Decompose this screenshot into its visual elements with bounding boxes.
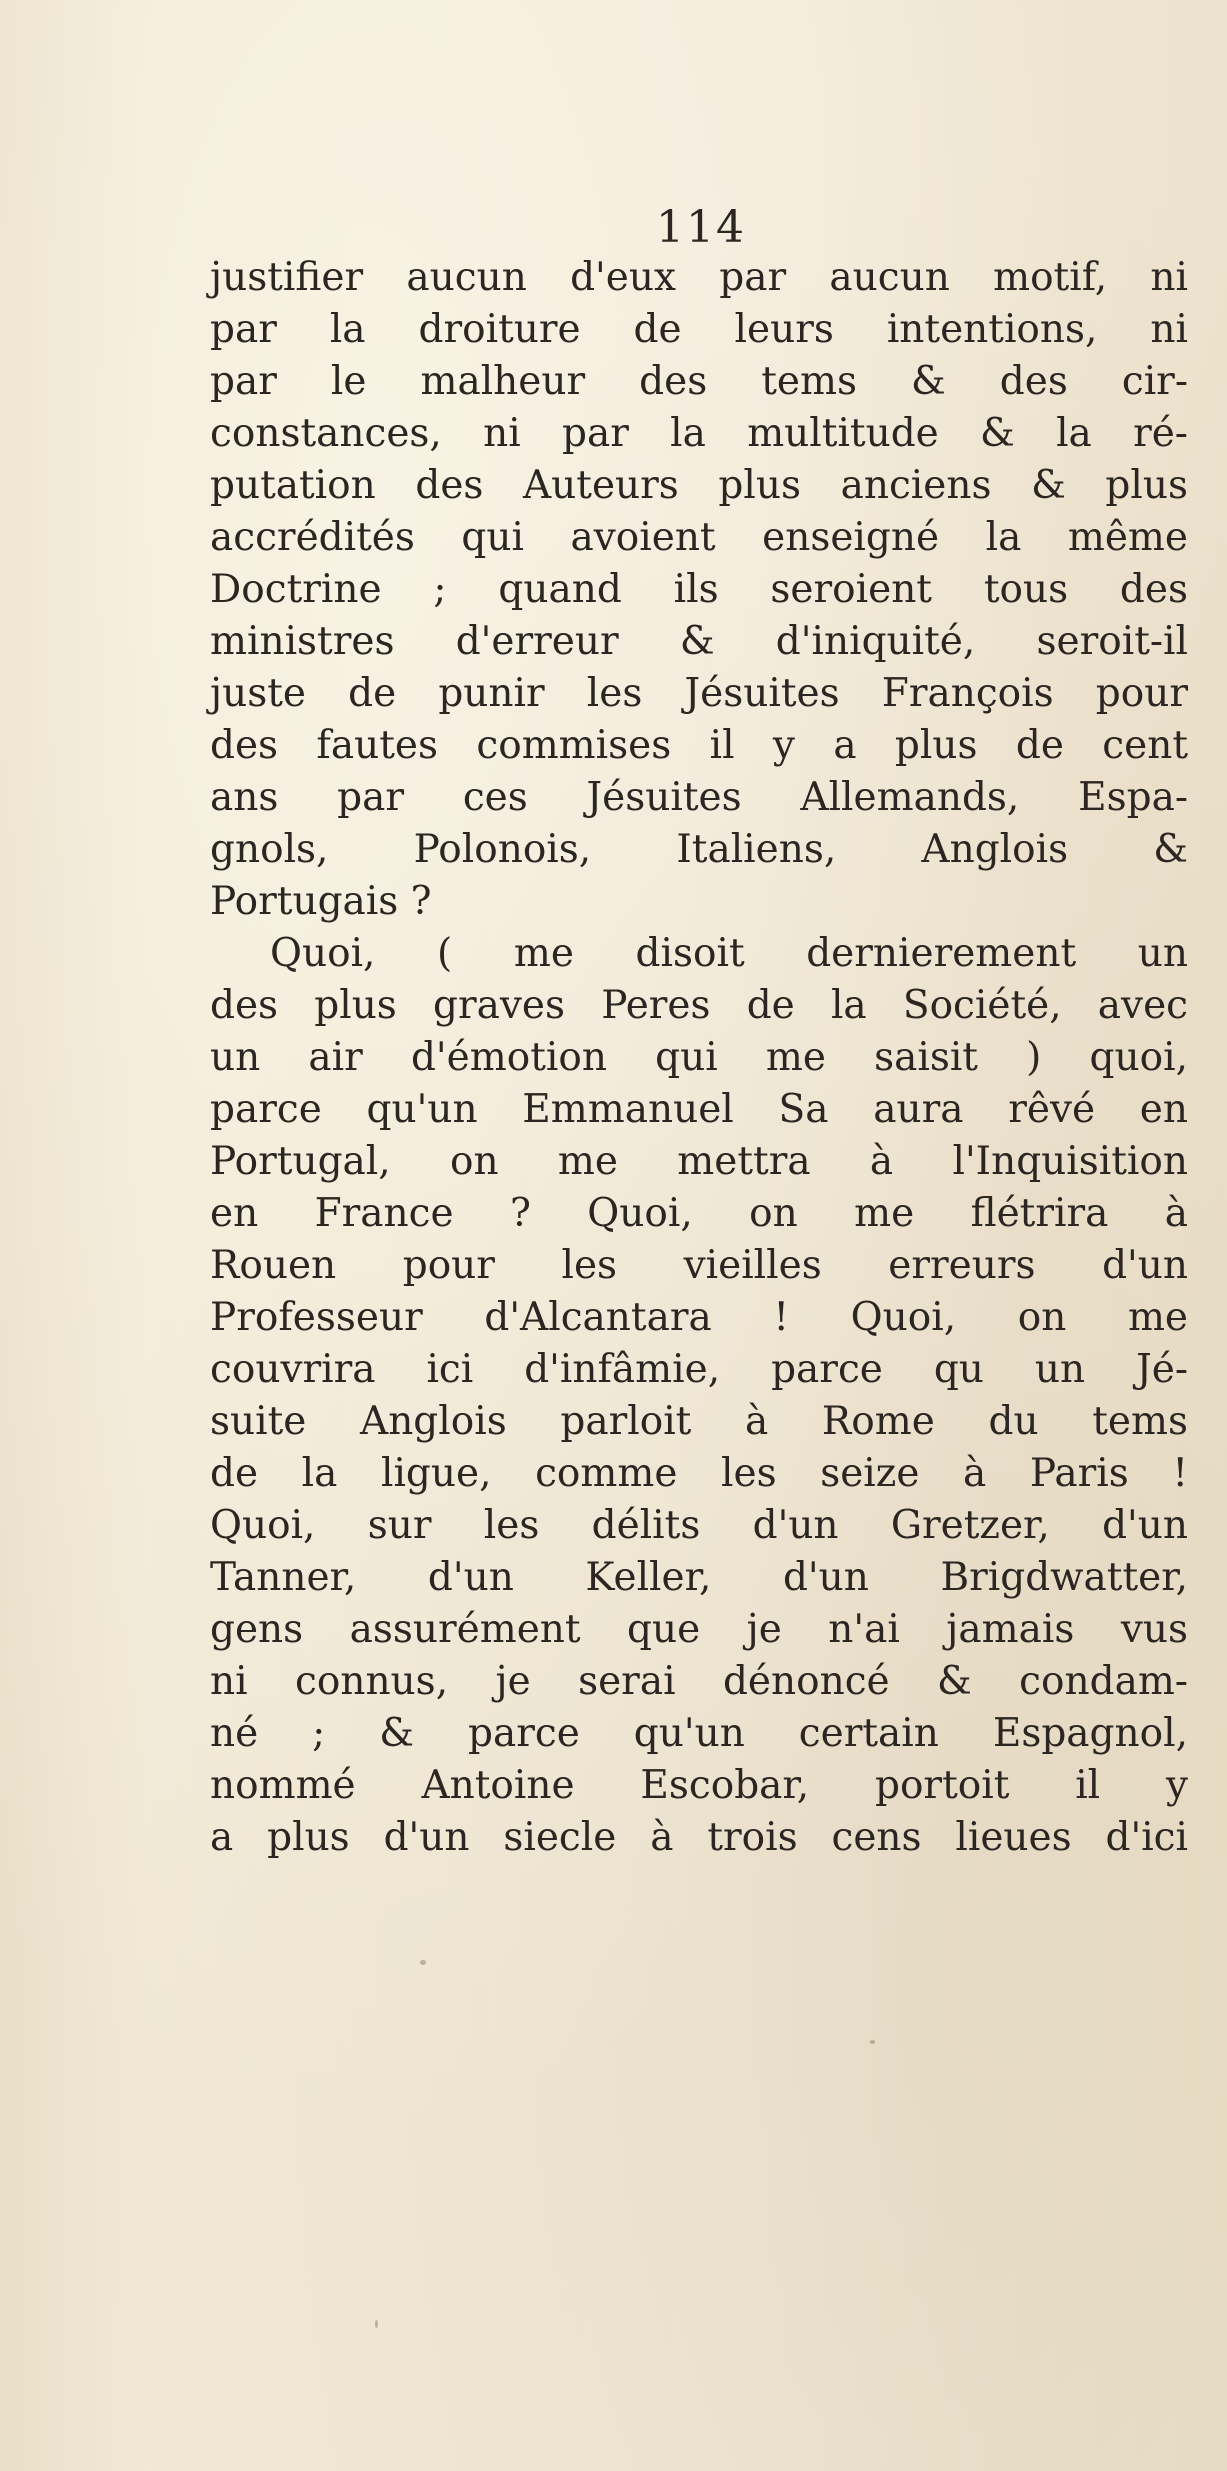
text-line: ni connus, je serai dénoncé & condam- [210,1659,1188,1704]
paragraph-end-line: Portugais ? [210,879,432,924]
text-line: suite Anglois parloit à Rome du tems [210,1399,1188,1444]
page-number: 114 [656,202,746,253]
paragraph-start-line: Quoi, ( me disoit dernierement un [270,931,1188,976]
text-line: un air d'émotion qui me saisit ) quoi, [210,1035,1188,1080]
text-line: gens assurément que je n'ai jamais vus [210,1607,1188,1652]
text-line: des plus graves Peres de la Société, avec [210,983,1188,1028]
paper-speck [375,2320,378,2328]
text-line: justifier aucun d'eux par aucun motif, ni [210,255,1188,300]
text-line: des fautes commises il y a plus de cent [210,723,1188,768]
body-text [210,252,1188,1864]
text-line: a plus d'un siecle à trois cens lieues d'ici [210,1815,1188,1860]
text-line: Tanner, d'un Keller, d'un Brigdwatter, [210,1555,1188,1600]
text-line: Professeur d'Alcantara ! Quoi, on me [210,1295,1188,1340]
text-line: putation des Auteurs plus anciens & plus [210,463,1188,508]
text-line: par le malheur des tems & des cir- [210,359,1188,404]
text-line: parce qu'un Emmanuel Sa aura rêvé en [210,1087,1188,1132]
text-line: en France ? Quoi, on me flétrira à [210,1191,1188,1236]
paper-speck [420,1960,426,1965]
text-line: Quoi, sur les délits d'un Gretzer, d'un [210,1503,1188,1548]
text-line: couvrira ici d'infâmie, parce qu un Jé- [210,1347,1188,1392]
text-line: ministres d'erreur & d'iniquité, seroit-il [210,619,1188,664]
text-line: juste de punir les Jésuites François pour [210,671,1188,716]
text-line: accrédités qui avoient enseigné la même [210,515,1188,560]
text-line: ans par ces Jésuites Allemands, Espa- [210,775,1188,820]
text-line: nommé Antoine Escobar, portoit il y [210,1763,1188,1808]
paper-speck [870,2040,875,2044]
text-line: gnols, Polonois, Italiens, Anglois & [210,827,1188,872]
text-line: né ; & parce qu'un certain Espagnol, [210,1711,1188,1756]
text-line: Doctrine ; quand ils seroient tous des [210,567,1188,612]
text-line: de la ligue, comme les seize à Paris ! [210,1451,1188,1496]
text-line: Rouen pour les vieilles erreurs d'un [210,1243,1188,1288]
text-line: par la droiture de leurs intentions, ni [210,307,1188,352]
text-line: Portugal, on me mettra à l'Inquisition [210,1139,1188,1184]
text-line: constances, ni par la multitude & la ré- [210,411,1188,456]
